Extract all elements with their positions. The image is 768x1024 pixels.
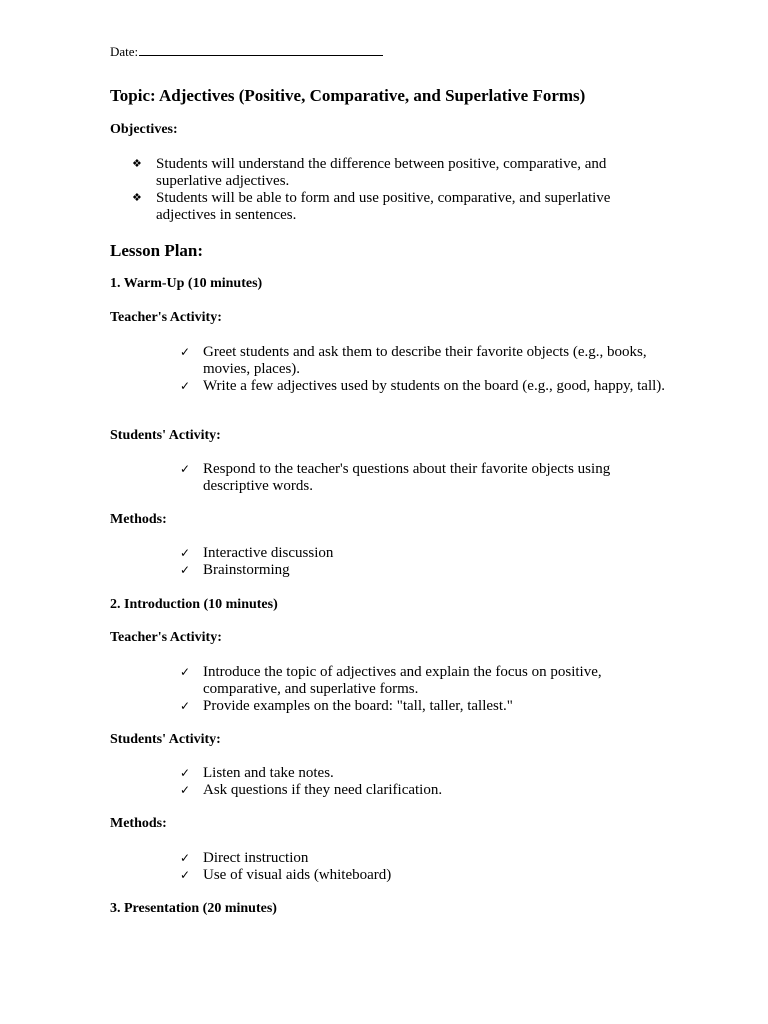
list-item: ✓ Use of visual aids (whiteboard) (180, 867, 392, 883)
students-activity-heading: Students' Activity: (110, 428, 221, 443)
checkmark-icon: ✓ (180, 665, 191, 679)
list-item: ✓ Ask questions if they need clarification. (180, 782, 443, 798)
checkmark-icon: ✓ (180, 462, 191, 476)
students-activity-list (180, 461, 668, 495)
list-item: ✓ Direct instruction (180, 850, 309, 866)
list-item: ✓ Provide examples on the board: "tall, taller, tallest." (180, 698, 513, 714)
date-blank-line (139, 42, 383, 56)
lesson-plan-heading: Lesson Plan: (110, 241, 204, 260)
topic-title: Topic: Adjectives (Positive, Comparative, and Superlative Forms) (110, 86, 586, 105)
diamond-bullet-icon: ❖ (132, 192, 142, 204)
teacher-activity-list (180, 664, 668, 715)
checkmark-icon: ✓ (180, 868, 191, 882)
teacher-activity-heading: Teacher's Activity: (110, 630, 222, 645)
section-title-introduction: 2. Introduction (10 minutes) (110, 597, 278, 612)
checkmark-icon: ✓ (180, 766, 191, 780)
students-activity-heading: Students' Activity: (110, 732, 221, 747)
checkmark-icon: ✓ (180, 379, 191, 393)
list-item: ✓ Write a few adjectives used by students on the board (e.g., good, happy, tall). (180, 378, 666, 394)
list-item: ✓ Interactive discussion (180, 545, 334, 561)
teacher-activity-list (180, 344, 668, 395)
methods-heading: Methods: (110, 816, 167, 831)
checkmark-icon: ✓ (180, 851, 191, 865)
diamond-bullet-icon: ❖ (132, 158, 142, 170)
objective-item: ❖ Students will understand the difference between positive, comparative, and superlative adjectives. (132, 156, 607, 189)
checkmark-icon: ✓ (180, 563, 191, 577)
date-field (110, 42, 383, 60)
section-title-warm-up: 1. Warm-Up (10 minutes) (110, 276, 263, 291)
methods-list (180, 545, 668, 579)
checkmark-icon: ✓ (180, 345, 191, 359)
section-title-presentation: 3. Presentation (20 minutes) (110, 901, 277, 916)
list-item: ✓ Greet students and ask them to describe their favorite objects (e.g., books, movies, places). (180, 344, 647, 377)
list-item: ✓ Respond to the teacher's questions about their favorite objects using descriptive words. (180, 461, 611, 494)
objective-item: ❖ Students will be able to form and use positive, comparative, and superlative adjectives in sentences. (132, 190, 611, 223)
list-item: ✓ Introduce the topic of adjectives and explain the focus on positive, comparative, and superlative forms. (180, 664, 602, 697)
teacher-activity-heading: Teacher's Activity: (110, 310, 222, 325)
methods-heading: Methods: (110, 512, 167, 527)
list-item: ✓ Listen and take notes. (180, 765, 334, 781)
checkmark-icon: ✓ (180, 546, 191, 560)
list-item: ✓ Brainstorming (180, 562, 290, 578)
objectives-list (132, 156, 646, 224)
date-label: Date: (110, 44, 139, 59)
methods-list (180, 850, 668, 884)
checkmark-icon: ✓ (180, 783, 191, 797)
checkmark-icon: ✓ (180, 699, 191, 713)
objectives-heading: Objectives: (110, 122, 178, 137)
students-activity-list (180, 765, 668, 799)
